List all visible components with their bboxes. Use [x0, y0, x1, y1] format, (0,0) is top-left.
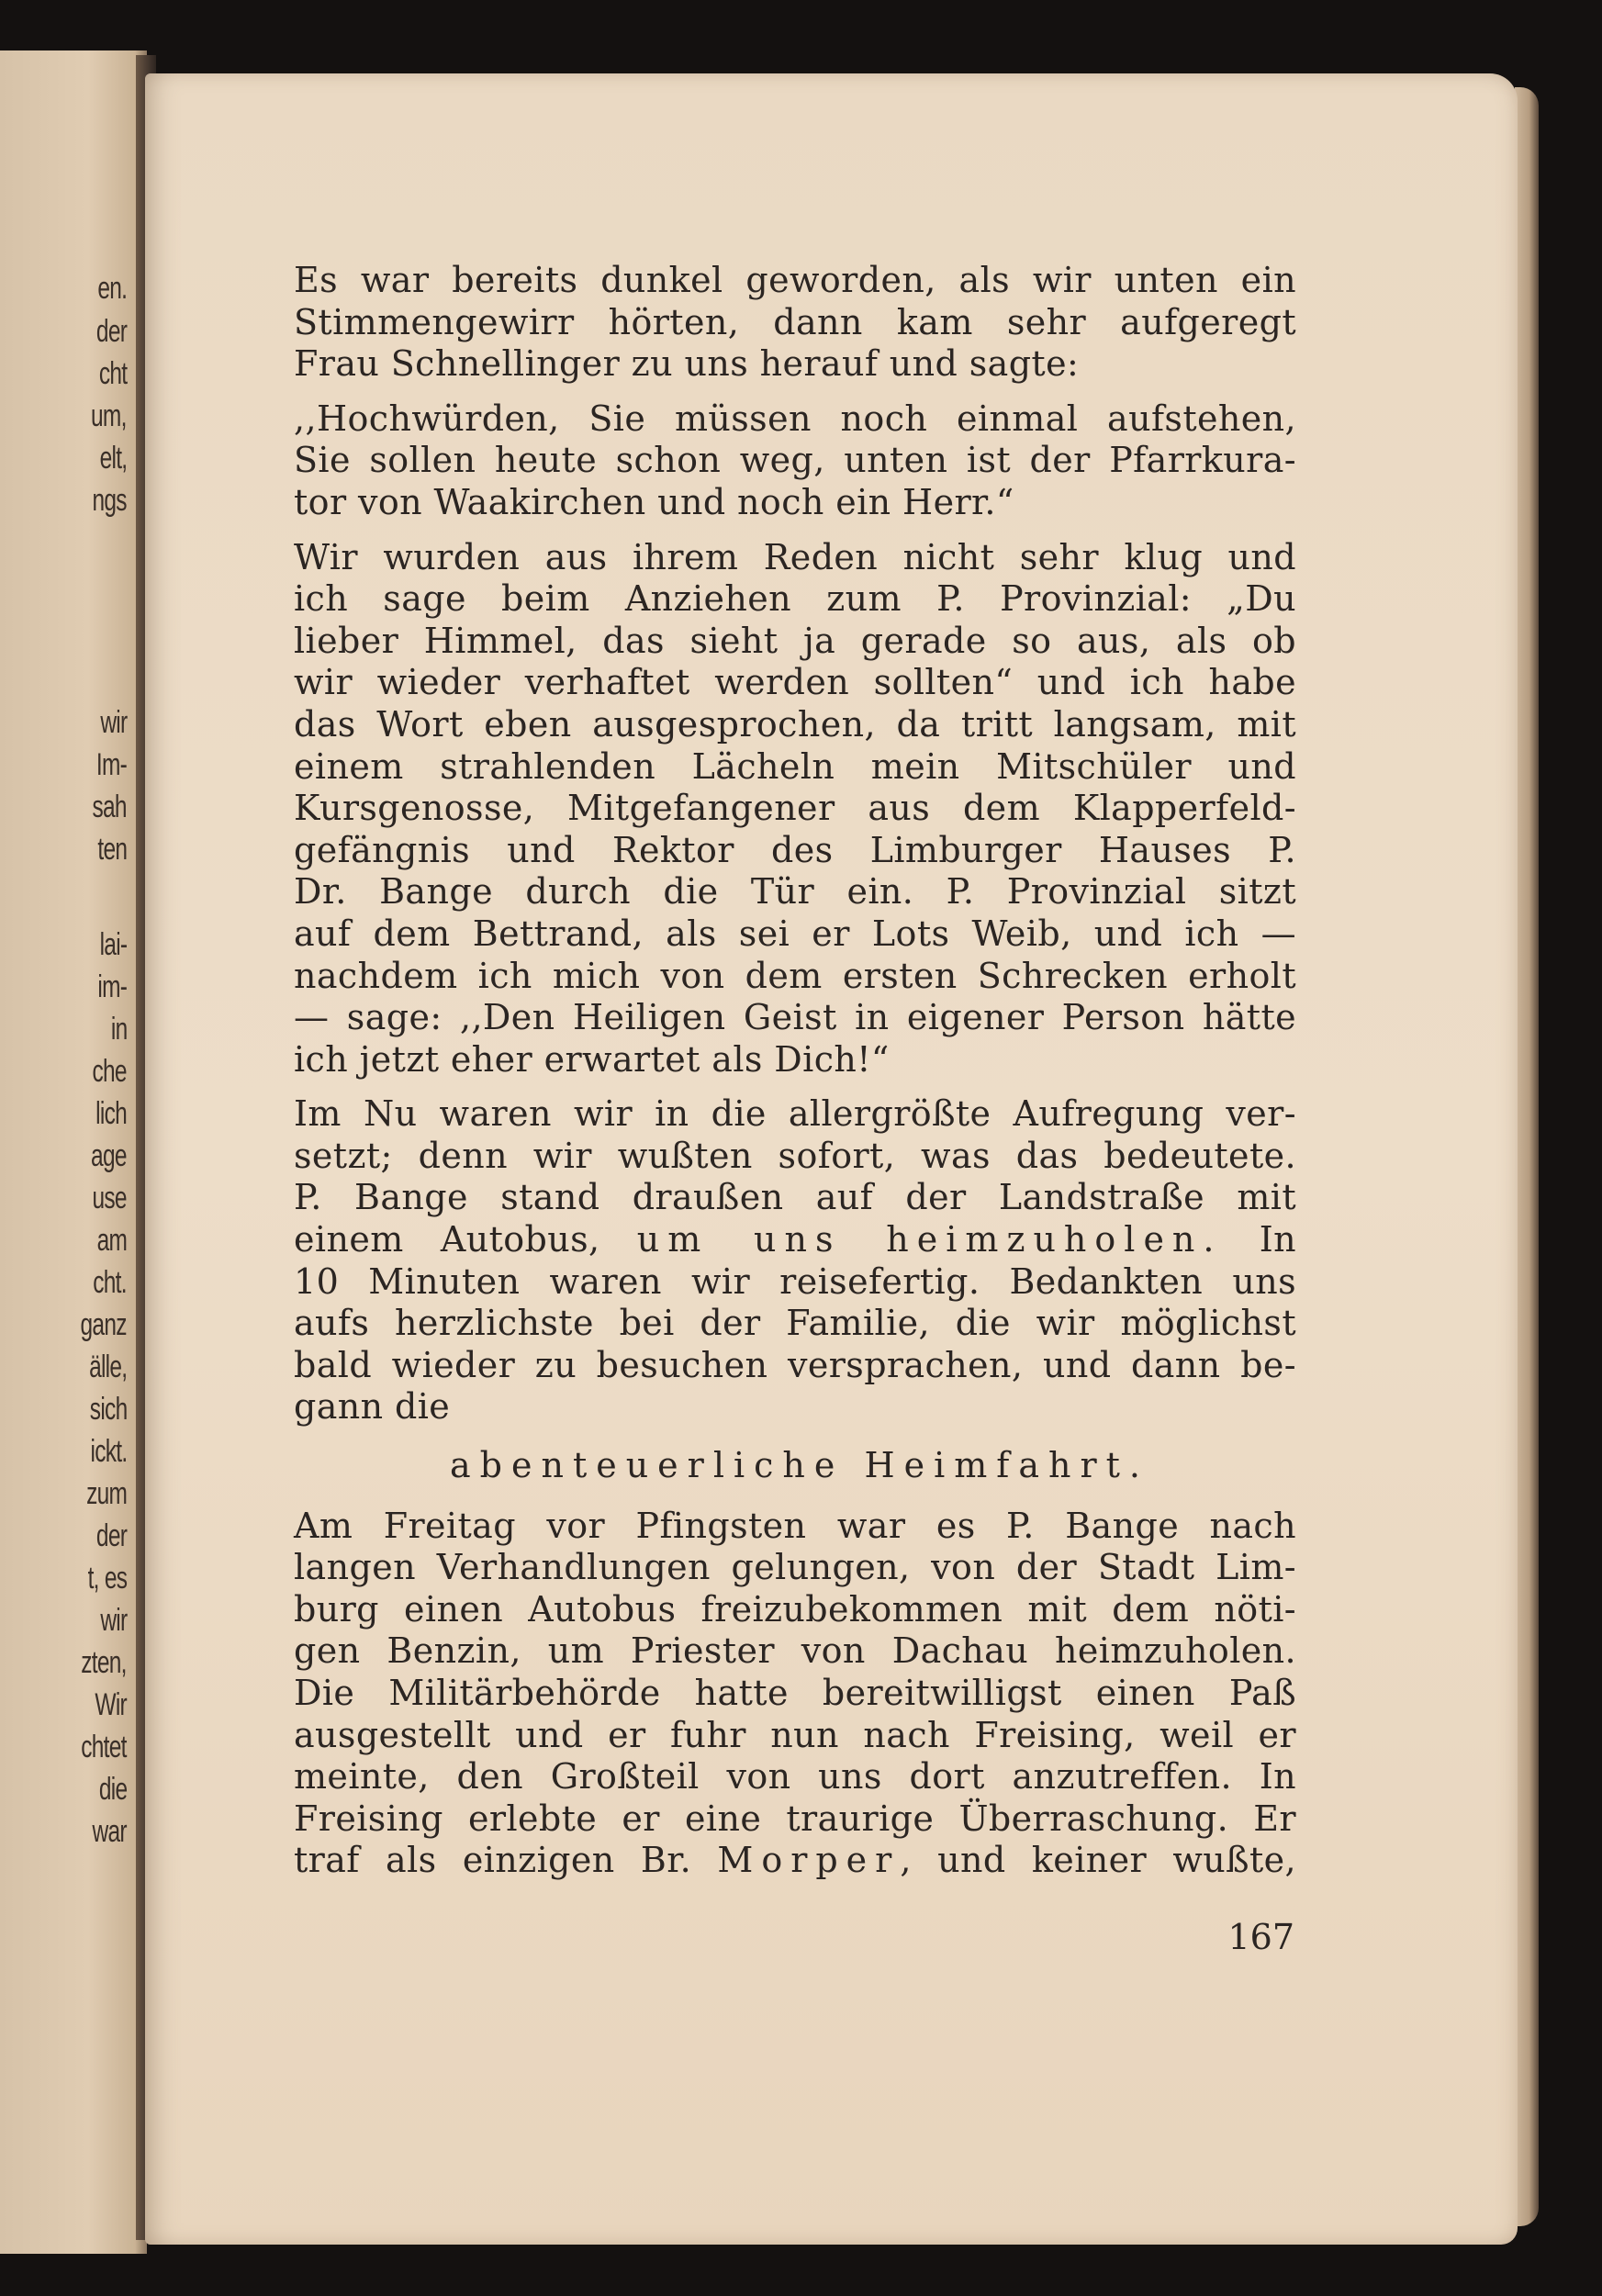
text-line: Die Militärbehörde hatte bereitwilligst einen Paß — [294, 1673, 1296, 1713]
facing-page-fragment: zten, — [81, 1645, 127, 1680]
page-edge — [1515, 87, 1539, 2226]
text-line: aufs herzlichste bei der Familie, die wir möglichst — [294, 1303, 1296, 1344]
facing-page-fragment: der — [95, 314, 127, 349]
facing-page-fragment: age — [91, 1138, 127, 1173]
facing-page-fragment: chtet — [81, 1730, 127, 1764]
text-line: ,,Hochwürden, Sie müssen noch einmal aufstehen, — [294, 398, 1296, 439]
facing-page-fragment: sah — [92, 790, 127, 824]
facing-page-fragment: lich — [95, 1096, 127, 1131]
text-line: Freising erlebte er eine traurige Überraschung. Er — [294, 1798, 1296, 1839]
text-line: Es war bereits dunkel geworden, als wir unten ein — [294, 260, 1296, 300]
facing-page-fragment: in — [110, 1012, 127, 1047]
facing-page-fragment: im- — [97, 969, 127, 1004]
text-line: tor von Waakirchen und noch ein Herr.“ — [294, 481, 1014, 522]
text-line — [294, 1219, 1296, 1261]
text-segment: In — [1259, 1219, 1296, 1260]
facing-page-fragment: cht — [98, 356, 127, 391]
text-line: Stimmengewirr hörten, dann kam sehr aufgeregt — [294, 301, 1296, 342]
facing-page-fragment: wir — [99, 1603, 127, 1638]
facing-page-fragment: die — [98, 1772, 127, 1807]
paragraph-2 — [294, 398, 1296, 524]
text-line — [294, 1840, 1296, 1882]
facing-page-fragment: älle, — [88, 1350, 127, 1384]
facing-page-fragment: sich — [89, 1392, 127, 1427]
facing-page-fragment: en. — [97, 271, 127, 306]
facing-page — [0, 50, 147, 2254]
paragraph-4 — [294, 1093, 1296, 1428]
text-segment: einem Autobus, — [294, 1219, 600, 1260]
text-line: 10 Minuten waren wir reisefertig. Bedankten uns — [294, 1260, 1296, 1302]
text-line: langen Verhandlungen gelungen, von der Stadt Lim- — [294, 1547, 1296, 1588]
text-line: burg einen Autobus freizubekommen mit dem nöti- — [294, 1588, 1296, 1630]
text-line: — sage: ,,Den Heiligen Geist in eigener Person hätte — [294, 997, 1296, 1038]
text-line: wir wieder verhaftet werden sollten“ und ich habe — [294, 662, 1296, 703]
text-line: ich jetzt eher erwartet als Dich!“ — [294, 1038, 890, 1080]
paragraph-3 — [294, 537, 1296, 1081]
facing-page-fragment: am — [96, 1223, 127, 1258]
facing-page-fragment: zum — [85, 1476, 127, 1511]
text-line: Am Freitag vor Pfingsten war es P. Bange nach — [294, 1505, 1296, 1546]
facing-page-fragment: war — [92, 1814, 127, 1849]
facing-page-fragment: ganz — [80, 1307, 127, 1342]
facing-page-fragment: ickt. — [90, 1434, 127, 1469]
paragraph-1 — [294, 260, 1296, 386]
facing-page-fragment: Wir — [95, 1687, 127, 1722]
spaced-emphasis: um uns heimzuholen. — [636, 1219, 1223, 1260]
facing-page-fragment: ngs — [92, 483, 127, 518]
text-line: bald wieder zu besuchen versprachen, und dann be- — [294, 1344, 1296, 1385]
section-heading: abenteuerliche Heimfahrt. — [450, 1445, 1149, 1486]
text-line: P. Bange stand draußen auf der Landstraße mit — [294, 1177, 1296, 1218]
text-line: meinte, den Großteil von uns dort anzutreffen. In — [294, 1756, 1296, 1798]
text-line: das Wort eben ausgesprochen, da tritt langsam, mit — [294, 703, 1296, 745]
text-line: gann die — [294, 1386, 451, 1428]
text-line: ich sage beim Anziehen zum P. Provinzial: „Du — [294, 578, 1296, 620]
page-body — [294, 260, 1296, 1882]
text-line: ausgestellt und er fuhr nun nach Freising, weil er — [294, 1714, 1296, 1755]
page-number: 167 — [1227, 1917, 1294, 1957]
facing-page-fragment: Im- — [95, 747, 127, 782]
text-line: gefängnis und Rektor des Limburger Hauses P. — [294, 829, 1296, 870]
paragraph-5 — [294, 1506, 1296, 1882]
facing-page-fragment: ten — [97, 832, 127, 867]
text-segment: traf als einzigen Br. — [294, 1840, 692, 1881]
text-line: einem strahlenden Lächeln mein Mitschüler und — [294, 745, 1296, 787]
text-line: Sie sollen heute schon weg, unten ist der Pfarrkura- — [294, 440, 1296, 481]
text-line: setzt; denn wir wußten sofort, was das bedeutete. — [294, 1135, 1296, 1176]
facing-page-fragment: use — [92, 1181, 127, 1215]
text-line: gen Benzin, um Priester von Dachau heimzuholen. — [294, 1630, 1296, 1672]
text-line: Kursgenosse, Mitgefangener aus dem Klapperfeld- — [294, 788, 1296, 829]
text-line: nachdem ich mich von dem ersten Schrecken erholt — [294, 955, 1296, 996]
facing-page-fragment: t, es — [87, 1561, 127, 1596]
text-line: lieber Himmel, das sieht ja gerade so aus, als ob — [294, 620, 1296, 661]
facing-page-fragment: cht. — [93, 1265, 127, 1300]
spaced-emphasis: Morper — [717, 1840, 901, 1881]
facing-page-fragment: lai- — [99, 927, 127, 962]
facing-page-fragment: der — [95, 1518, 127, 1553]
facing-page-fragment: che — [92, 1054, 127, 1089]
text-segment: , und keiner wußte, — [900, 1840, 1296, 1881]
text-line: Wir wurden aus ihrem Reden nicht sehr klug und — [294, 536, 1296, 577]
facing-page-fragment: um, — [91, 398, 127, 433]
text-line: Im Nu waren wir in die allergrößte Aufregung ver- — [294, 1093, 1296, 1135]
text-line: Dr. Bange durch die Tür ein. P. Provinzial sitzt — [294, 871, 1296, 913]
text-line: Frau Schnellinger zu uns herauf und sagte: — [294, 343, 1080, 385]
text-line: auf dem Bettrand, als sei er Lots Weib, und ich — — [294, 913, 1296, 954]
facing-page-fragment: elt, — [99, 441, 127, 476]
facing-page-fragment: wir — [99, 705, 127, 740]
